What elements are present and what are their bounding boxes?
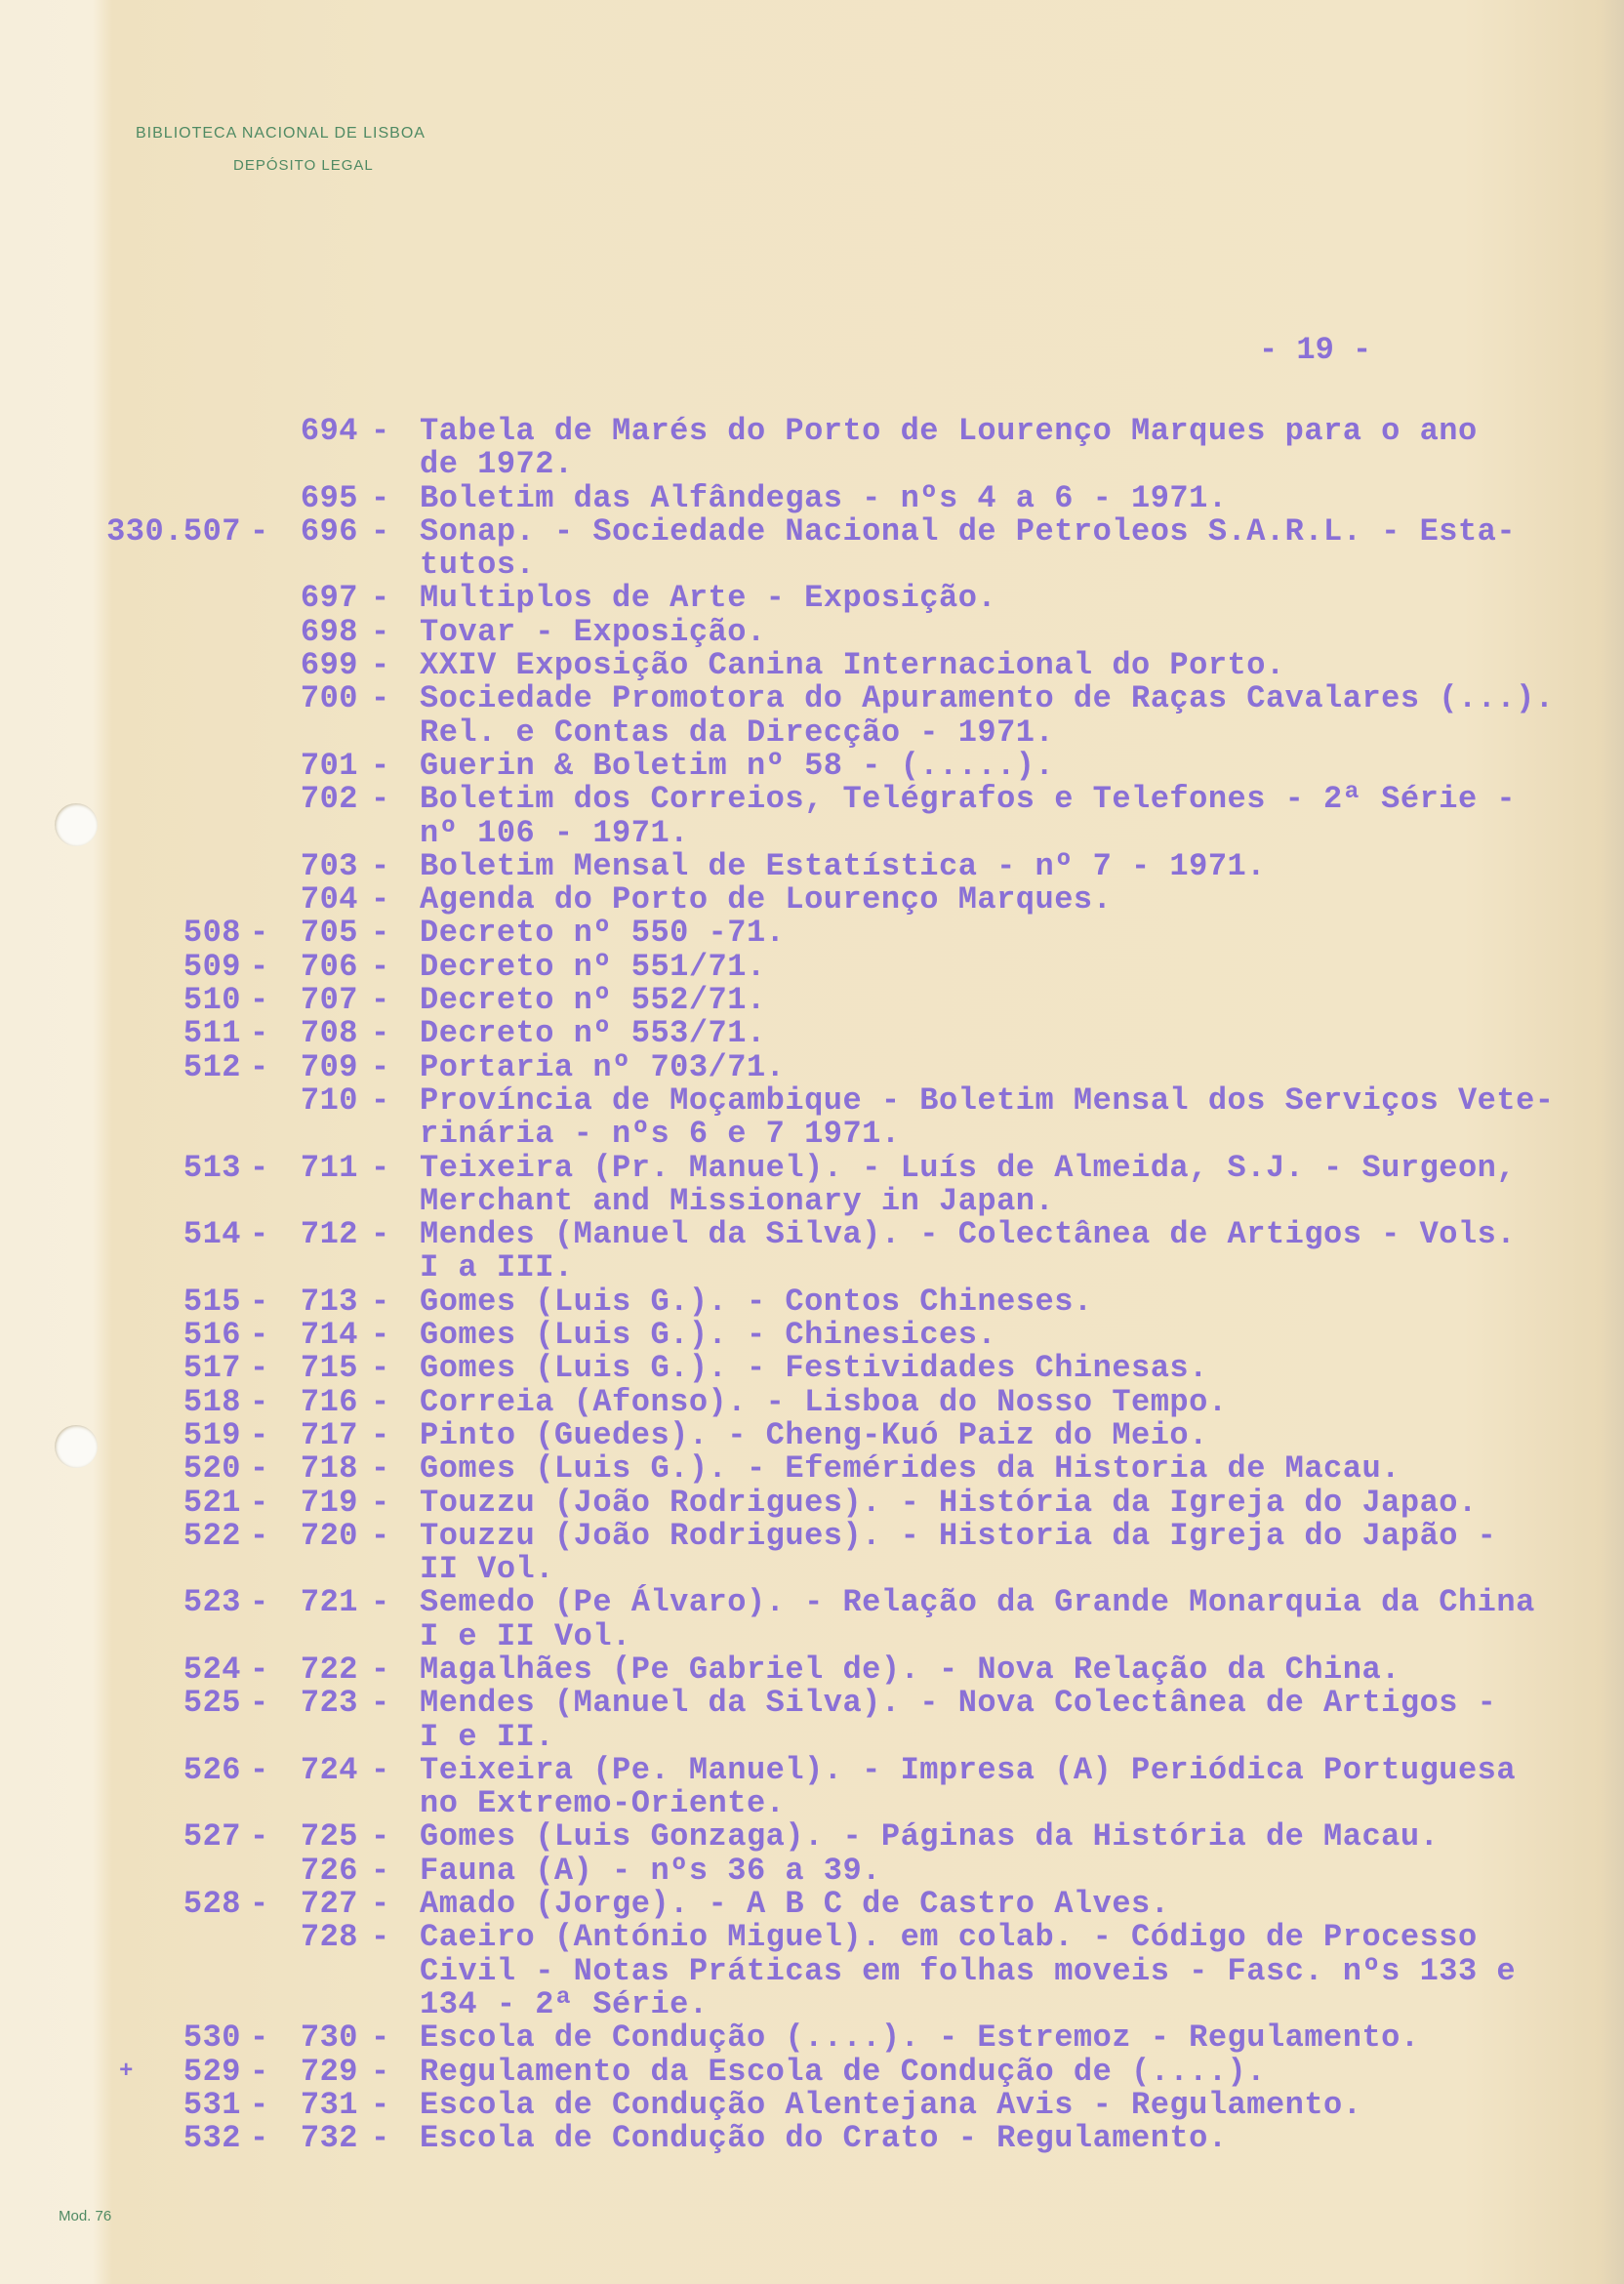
dash: -: [371, 2053, 390, 2090]
entry-line: Semedo (Pe Álvaro). - Relação da Grande Monarquia da China: [420, 1584, 1535, 1621]
list-item: [0, 512, 1624, 584]
dash: -: [371, 647, 390, 684]
list-item: [0, 1820, 1624, 1854]
entry-line: Boletim das Alfândegas - nºs 4 a 6 - 1971.: [420, 479, 1228, 516]
page-number: - 19 -: [1259, 332, 1372, 368]
registry-number: 525: [183, 1685, 241, 1722]
registry-number: 521: [183, 1484, 241, 1521]
entry-line: nº 106 - 1971.: [420, 814, 689, 851]
dash: -: [371, 948, 390, 985]
entry-number: 731: [300, 2086, 358, 2123]
entry-number: 696: [300, 512, 358, 550]
entry-number: 720: [300, 1517, 358, 1554]
entry-line: 134 - 2ª Série.: [420, 1985, 709, 2022]
dash: -: [250, 2086, 269, 2123]
entry-number: 700: [300, 680, 358, 717]
entry-number: 716: [300, 1383, 358, 1420]
dash: -: [371, 1685, 390, 1722]
department-name: DEPÓSITO LEGAL: [233, 157, 374, 174]
dash: -: [371, 1651, 390, 1688]
entry-text: [420, 1852, 1624, 1889]
entry-number: 723: [300, 1685, 358, 1722]
dash: -: [371, 512, 390, 550]
registry-number: 511: [183, 1015, 241, 1052]
entry-text: [420, 1820, 1624, 1854]
entry-text: [420, 1452, 1624, 1486]
margin-mark: +: [119, 2058, 134, 2085]
entry-text: [420, 1319, 1624, 1352]
list-item: [0, 582, 1624, 615]
entry-text: [420, 2086, 1624, 2123]
entry-text: [420, 1751, 1624, 1822]
entry-text: [420, 682, 1624, 750]
dash: -: [371, 1350, 390, 1387]
dash: -: [250, 1517, 269, 1554]
entry-number: 705: [300, 915, 358, 952]
entry-text: [420, 1687, 1624, 1754]
dash: -: [371, 1317, 390, 1354]
list-item: [0, 479, 1624, 516]
entry-text: [420, 1285, 1624, 1319]
dash: -: [371, 1517, 390, 1554]
entry-line: Teixeira (Pr. Manuel). - Luís de Almeida, S.J. - Surgeon,: [420, 1149, 1517, 1186]
registry-number: 530: [183, 2019, 241, 2057]
dash: -: [371, 580, 390, 617]
entry-text: [420, 1383, 1624, 1420]
entry-text: [420, 649, 1624, 682]
entry-line: Escola de Condução do Crato - Regulamento.: [420, 2120, 1228, 2157]
entry-line: Boletim dos Correios, Telégrafos e Telefones - 2ª Série -: [420, 781, 1517, 818]
entry-line: Gomes (Luis G.). - Festividades Chinesas.: [420, 1350, 1208, 1387]
dash: -: [250, 1484, 269, 1521]
registry-number: 512: [183, 1048, 241, 1085]
entry-line: Gomes (Luis G.). - Chinesices.: [420, 1317, 997, 1354]
dash: -: [250, 512, 269, 550]
list-item: [0, 948, 1624, 985]
list-item: [0, 1352, 1624, 1385]
entry-line: Amado (Jorge). - A B C de Castro Alves.: [420, 1886, 1170, 1923]
dash: -: [371, 1149, 390, 1186]
registry-number: 532: [183, 2120, 241, 2157]
dash: -: [250, 1416, 269, 1453]
entry-line: Multiplos de Arte - Exposição.: [420, 580, 997, 617]
dash: -: [371, 1081, 390, 1119]
registry-number: 510: [183, 982, 241, 1019]
entry-text: [420, 2122, 1624, 2155]
entry-list: [0, 415, 1624, 2155]
entry-text: [420, 917, 1624, 950]
registry-number: 529: [183, 2053, 241, 2090]
entry-number: 719: [300, 1484, 358, 1521]
entry-line: Sonap. - Sociedade Nacional de Petroleos S.A.R.L. - Esta-: [420, 512, 1517, 550]
registry-number: 519: [183, 1416, 241, 1453]
dash: -: [250, 2053, 269, 2090]
entry-number: 718: [300, 1450, 358, 1488]
entry-line: Agenda do Porto de Lourenço Marques.: [420, 881, 1113, 918]
dash: -: [250, 948, 269, 985]
dash: -: [250, 1317, 269, 1354]
entry-text: [420, 883, 1624, 917]
entry-text: [420, 1888, 1624, 1921]
entry-text: [420, 479, 1624, 516]
entry-text: [420, 984, 1624, 1017]
dash: -: [250, 1584, 269, 1621]
entry-number: 722: [300, 1651, 358, 1688]
dash: -: [371, 1216, 390, 1253]
entry-number: 727: [300, 1886, 358, 1923]
entry-line: Sociedade Promotora do Apuramento de Raças Cavalares (...).: [420, 680, 1555, 717]
dash: -: [250, 1751, 269, 1788]
dash: -: [371, 915, 390, 952]
entry-line: Decreto nº 550 -71.: [420, 915, 786, 952]
list-item: [0, 747, 1624, 784]
list-item: [0, 1319, 1624, 1352]
entry-number: 713: [300, 1283, 358, 1320]
list-item: [0, 1081, 1624, 1153]
entry-line: Fauna (A) - nºs 36 a 39.: [420, 1852, 881, 1889]
registry-number: 515: [183, 1283, 241, 1320]
entry-line: Decreto nº 552/71.: [420, 982, 766, 1019]
entry-text: [420, 1416, 1624, 1453]
list-item: [0, 984, 1624, 1017]
entry-line: I e II.: [420, 1718, 554, 1755]
dash: -: [371, 613, 390, 650]
entry-line: Touzzu (João Rodrigues). - Historia da Igreja do Japão -: [420, 1517, 1497, 1554]
entry-line: de 1972.: [420, 446, 574, 483]
dash: -: [250, 1015, 269, 1052]
dash: -: [371, 2120, 390, 2157]
entry-number: 699: [300, 647, 358, 684]
entry-number: 729: [300, 2053, 358, 2090]
registry-number: 518: [183, 1383, 241, 1420]
list-item: [0, 2122, 1624, 2155]
dash: -: [250, 982, 269, 1019]
dash: -: [371, 982, 390, 1019]
list-item: [0, 2086, 1624, 2123]
dash: -: [250, 1048, 269, 1085]
entry-number: 715: [300, 1350, 358, 1387]
dash: -: [371, 479, 390, 516]
dash: -: [250, 1283, 269, 1320]
entry-text: [420, 512, 1624, 584]
entry-text: [420, 613, 1624, 650]
entry-line: Província de Moçambique - Boletim Mensal dos Serviços Vete-: [420, 1081, 1555, 1119]
list-item: [0, 415, 1624, 482]
list-item: [0, 1888, 1624, 1921]
entry-number: 728: [300, 1919, 358, 1956]
entry-text: [420, 1081, 1624, 1153]
entry-number: 707: [300, 982, 358, 1019]
dash: -: [371, 847, 390, 884]
entry-line: Magalhães (Pe Gabriel de). - Nova Relação da China.: [420, 1651, 1401, 1688]
entry-number: 701: [300, 747, 358, 784]
list-item: [0, 1751, 1624, 1822]
entry-text: [420, 1017, 1624, 1050]
entry-line: XXIV Exposição Canina Internacional do Porto.: [420, 647, 1285, 684]
entry-line: Gomes (Luis G.). - Contos Chineses.: [420, 1283, 1093, 1320]
list-item: [0, 1285, 1624, 1319]
registry-number: 514: [183, 1216, 241, 1253]
entry-text: [420, 1517, 1624, 1588]
entry-number: 704: [300, 881, 358, 918]
entry-line: Decreto nº 553/71.: [420, 1015, 766, 1052]
dash: -: [250, 1818, 269, 1856]
list-item: [0, 1416, 1624, 1453]
dash: -: [250, 1651, 269, 1688]
registry-number: 516: [183, 1317, 241, 1354]
dash: -: [371, 881, 390, 918]
entry-line: Teixeira (Pe. Manuel). - Impresa (A) Periódica Portuguesa: [420, 1751, 1517, 1788]
entry-text: [420, 1653, 1624, 1687]
entry-line: Regulamento da Escola de Condução de (....).: [420, 2053, 1266, 2090]
dash: -: [250, 1450, 269, 1488]
registry-number: 531: [183, 2086, 241, 2123]
entry-text: [420, 582, 1624, 615]
list-item: [0, 847, 1624, 884]
entry-line: Escola de Condução (....). - Estremoz - Regulamento.: [420, 2019, 1420, 2057]
list-item: [0, 1921, 1624, 2021]
registry-number: 513: [183, 1149, 241, 1186]
entry-number: 703: [300, 847, 358, 884]
entry-text: [420, 783, 1624, 850]
dash: -: [371, 1416, 390, 1453]
list-item: [0, 1452, 1624, 1486]
entry-number: 717: [300, 1416, 358, 1453]
entry-number: 709: [300, 1048, 358, 1085]
dash: -: [250, 915, 269, 952]
dash: -: [371, 1048, 390, 1085]
entry-line: Mendes (Manuel da Silva). - Nova Colectânea de Artigos -: [420, 1685, 1497, 1722]
dash: -: [371, 1919, 390, 1956]
entry-number: 697: [300, 580, 358, 617]
list-item: [0, 1653, 1624, 1687]
dash: -: [371, 1818, 390, 1856]
dash: -: [371, 2019, 390, 2057]
dash: -: [371, 1852, 390, 1889]
dash: -: [250, 1685, 269, 1722]
dash: -: [371, 413, 390, 449]
entry-text: [420, 1048, 1624, 1085]
dash: -: [371, 1283, 390, 1320]
dash: -: [371, 1383, 390, 1420]
registry-number: 527: [183, 1818, 241, 1856]
list-item: [0, 1484, 1624, 1521]
entry-number: 711: [300, 1149, 358, 1186]
library-name: BIBLIOTECA NACIONAL DE LISBOA: [136, 125, 426, 142]
dash: -: [371, 2086, 390, 2123]
entry-line: Decreto nº 551/71.: [420, 948, 766, 985]
dash: -: [250, 1383, 269, 1420]
entry-text: [420, 1352, 1624, 1385]
entry-line: Pinto (Guedes). - Cheng-Kuó Paiz do Meio.: [420, 1416, 1208, 1453]
entry-number: 708: [300, 1015, 358, 1052]
entry-line: Gomes (Luis Gonzaga). - Páginas da História de Macau.: [420, 1818, 1440, 1856]
dash: -: [250, 1886, 269, 1923]
dash: -: [371, 1886, 390, 1923]
dash: -: [371, 1450, 390, 1488]
registry-number: 524: [183, 1651, 241, 1688]
entry-number: 726: [300, 1852, 358, 1889]
list-item: [0, 649, 1624, 682]
entry-text: [420, 1149, 1624, 1219]
entry-text: [420, 2053, 1624, 2090]
list-item: [0, 1687, 1624, 1754]
entry-number: 730: [300, 2019, 358, 2057]
registry-number: 522: [183, 1517, 241, 1554]
entry-line: Escola de Condução Alentejana Avis - Regulamento.: [420, 2086, 1362, 2123]
entry-line: Touzzu (João Rodrigues). - História da Igreja do Japao.: [420, 1484, 1478, 1521]
entry-number: 724: [300, 1751, 358, 1788]
list-item: [0, 1517, 1624, 1588]
entry-line: Civil - Notas Práticas em folhas moveis - Fasc. nºs 133 e: [420, 1952, 1517, 1989]
dash: -: [250, 2019, 269, 2057]
dash: -: [371, 1584, 390, 1621]
entry-line: Guerin & Boletim nº 58 - (.....).: [420, 747, 1055, 784]
entry-number: 695: [300, 479, 358, 516]
entry-text: [420, 1586, 1624, 1653]
entry-number: 712: [300, 1216, 358, 1253]
entry-number: 694: [300, 413, 358, 449]
list-item: [0, 1383, 1624, 1420]
registry-number: 520: [183, 1450, 241, 1488]
entry-number: 698: [300, 613, 358, 650]
entry-line: Mendes (Manuel da Silva). - Colectânea de Artigos - Vols.: [420, 1216, 1517, 1253]
dash: -: [371, 1484, 390, 1521]
list-item: [0, 783, 1624, 850]
entry-line: Caeiro (António Miguel). em colab. - Código de Processo: [420, 1919, 1478, 1956]
registry-number: 330.507: [106, 512, 241, 550]
registry-number: 517: [183, 1350, 241, 1387]
dash: -: [371, 680, 390, 717]
dash: -: [250, 2120, 269, 2157]
list-item: [0, 1048, 1624, 1085]
entry-number: 721: [300, 1584, 358, 1621]
form-number: Mod. 76: [59, 2208, 112, 2224]
entry-line: Portaria nº 703/71.: [420, 1048, 786, 1085]
dash: -: [250, 1350, 269, 1387]
dash: -: [371, 1015, 390, 1052]
entry-number: 706: [300, 948, 358, 985]
list-item: [0, 917, 1624, 950]
list-item: [0, 1586, 1624, 1653]
dash: -: [250, 1216, 269, 1253]
entry-number: 725: [300, 1818, 358, 1856]
entry-line: II Vol.: [420, 1551, 554, 1588]
entry-line: I e II Vol.: [420, 1617, 631, 1654]
list-item: [0, 1852, 1624, 1889]
entry-number: 702: [300, 781, 358, 818]
entry-text: [420, 1484, 1624, 1521]
dash: -: [250, 1149, 269, 1186]
entry-text: [420, 1921, 1624, 2021]
entry-line: Correia (Afonso). - Lisboa do Nosso Tempo.: [420, 1383, 1228, 1420]
entry-text: [420, 948, 1624, 985]
registry-number: 526: [183, 1751, 241, 1788]
registry-number: 509: [183, 948, 241, 985]
entry-line: Rel. e Contas da Direcção - 1971.: [420, 714, 1055, 751]
entry-line: I a III.: [420, 1249, 574, 1286]
entry-text: [420, 2021, 1624, 2055]
list-item: [0, 613, 1624, 650]
list-item: [0, 883, 1624, 917]
entry-line: Tabela de Marés do Porto de Lourenço Marques para o ano: [420, 413, 1478, 449]
entry-line: tutos.: [420, 547, 536, 584]
list-item: [0, 2021, 1624, 2055]
entry-line: Tovar - Exposição.: [420, 613, 766, 650]
dash: -: [371, 747, 390, 784]
dash: -: [371, 781, 390, 818]
entry-text: [420, 747, 1624, 784]
entry-number: 732: [300, 2120, 358, 2157]
entry-line: rinária - nºs 6 e 7 1971.: [420, 1116, 901, 1153]
entry-number: 714: [300, 1317, 358, 1354]
entry-line: Gomes (Luis G.). - Efemérides da Historia de Macau.: [420, 1450, 1401, 1488]
entry-line: no Extremo-Oriente.: [420, 1785, 786, 1822]
list-item: [0, 1218, 1624, 1285]
registry-number: 508: [183, 915, 241, 952]
list-item: [0, 2053, 1624, 2090]
registry-number: 528: [183, 1886, 241, 1923]
entry-text: [420, 415, 1624, 482]
list-item: [0, 1149, 1624, 1219]
entry-text: [420, 847, 1624, 884]
entry-number: 710: [300, 1081, 358, 1119]
list-item: [0, 682, 1624, 750]
entry-line: Boletim Mensal de Estatística - nº 7 - 1971.: [420, 847, 1266, 884]
dash: -: [371, 1751, 390, 1788]
entry-line: Merchant and Missionary in Japan.: [420, 1182, 1055, 1219]
list-item: [0, 1017, 1624, 1050]
entry-text: [420, 1218, 1624, 1285]
registry-number: 523: [183, 1584, 241, 1621]
